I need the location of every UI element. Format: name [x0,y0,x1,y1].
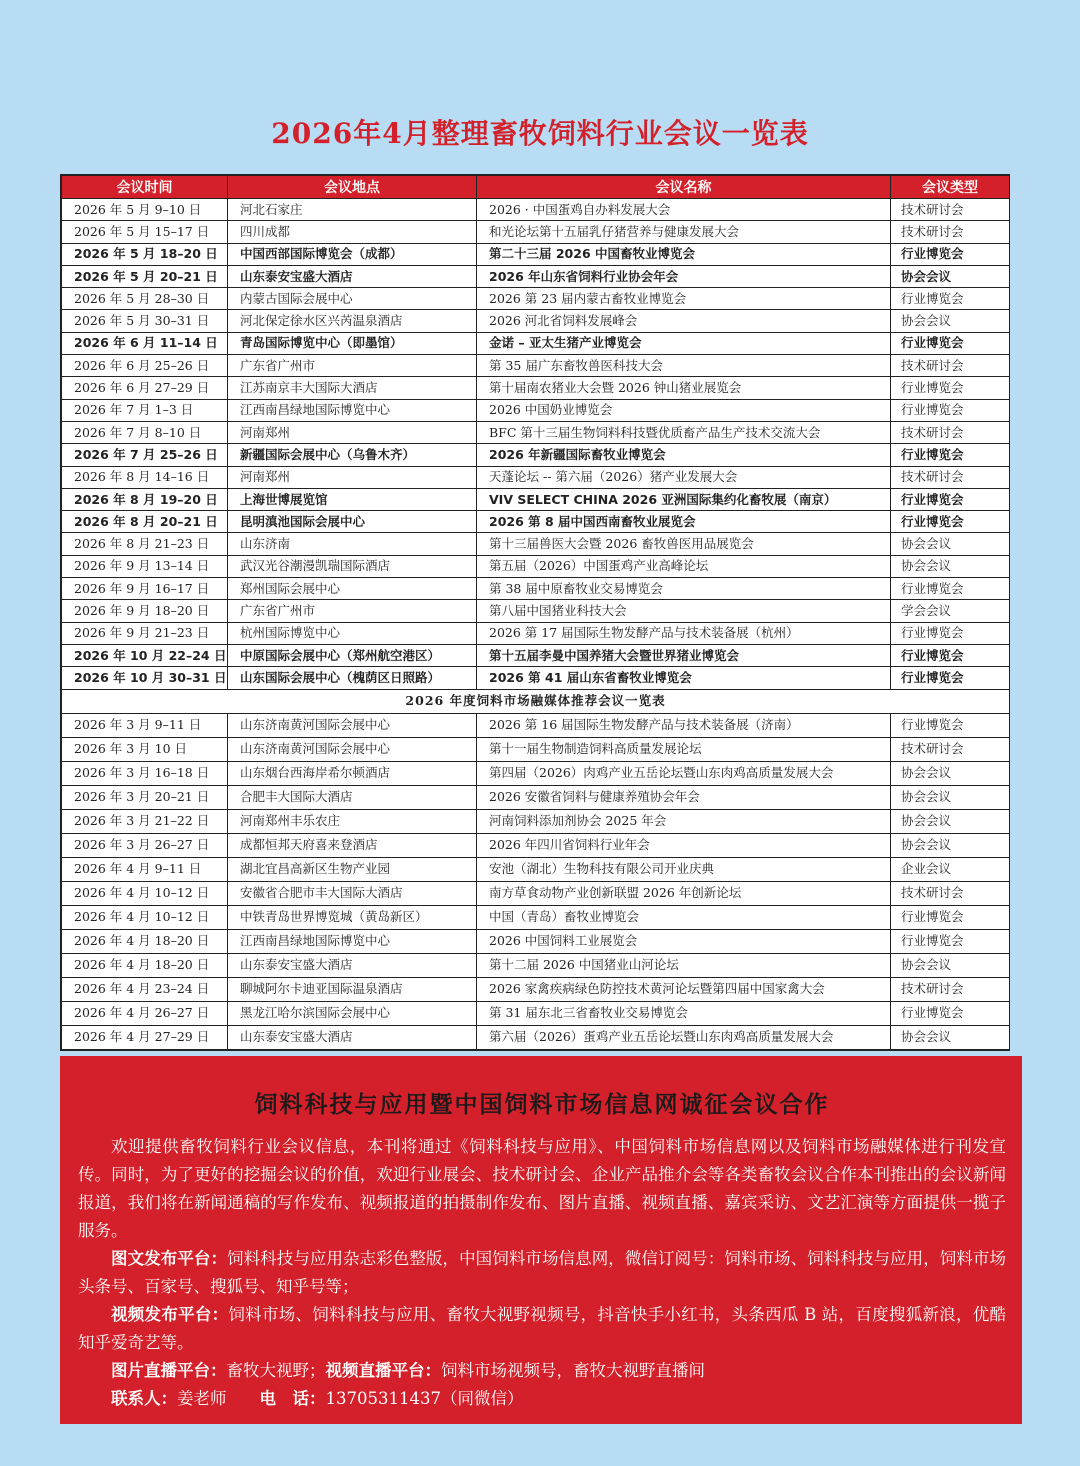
cell-time: 2026 年 10 月 22–24 日 [62,644,228,666]
cell-name: 第六届（2026）蛋鸡产业五岳论坛暨山东肉鸡高质量发展大会 [477,1025,891,1049]
cell-type: 技术研讨会 [891,977,1010,1001]
cell-type: 行业博览会 [891,905,1010,929]
cell-name: 2026 第 23 届内蒙古畜牧业博览会 [477,288,891,310]
cell-time: 2026 年 4 月 10–12 日 [62,905,228,929]
cell-name: 第十一届生物制造饲料高质量发展论坛 [477,737,891,761]
table-row [62,929,1010,953]
cell-type: 协会会议 [891,533,1010,555]
cell-type: 行业博览会 [891,377,1010,399]
cell-type: 行业博览会 [891,578,1010,600]
cooperation-intro: 欢迎提供畜牧饲料行业会议信息，本刊将通过《饲料科技与应用》、中国饲料市场信息网以及饲料市场融媒体进行刊发宣传。同时，为了更好的挖掘会议的价值，欢迎行业展会、技术研讨会、企业产品推介会等各类畜牧会议合作本刊推出的会议新闻报道，我们将在新闻通稿的写作发布、视频报道的拍摄制作发布、图片直播、视频直播、嘉宾采访、文艺汇演等方面提供一揽子服务。 [78,1137,1006,1240]
cell-type: 行业博览会 [891,511,1010,533]
phone-label: 电 话： [259,1389,326,1408]
table-header-row [62,176,1010,199]
graphic-platform-text: 饲料科技与应用杂志彩色整版，中国饲料市场信息网，微信订阅号：饲料市场、饲料科技与应用，饲料市场头条号、百家号、搜狐号、知乎号等； [78,1249,1007,1296]
cooperation-panel [60,1056,1022,1424]
cell-place: 江苏南京丰大国际大酒店 [228,377,477,399]
cell-type: 行业博览会 [891,644,1010,666]
cell-time: 2026 年 8 月 21–23 日 [62,533,228,555]
cell-name: 第 31 届东北三省畜牧业交易博览会 [477,1001,891,1025]
cell-name: 第八届中国猪业科技大会 [477,600,891,622]
cell-type: 技术研讨会 [891,881,1010,905]
cell-type: 行业博览会 [891,929,1010,953]
table-row [62,444,1010,466]
cell-place: 山东烟台西海岸希尔顿酒店 [228,761,477,785]
cell-place: 山东济南 [228,533,477,555]
table-row [62,555,1010,577]
table-row [62,421,1010,443]
table-row [62,288,1010,310]
table-row [62,377,1010,399]
cell-time: 2026 年 5 月 28–30 日 [62,288,228,310]
cell-place: 昆明滇池国际会展中心 [228,511,477,533]
table-row [62,737,1010,761]
table-row [62,622,1010,644]
cell-place: 合肥丰大国际大酒店 [228,785,477,809]
cell-place: 武汉光谷潮漫凯瑞国际酒店 [228,555,477,577]
table-body-recommended [62,689,1010,1049]
cell-name: 第 35 届广东畜牧兽医科技大会 [477,355,891,377]
cell-type: 协会会议 [891,310,1010,332]
cell-time: 2026 年 6 月 25–26 日 [62,355,228,377]
table-row [62,809,1010,833]
cell-time: 2026 年 3 月 9–11 日 [62,713,228,737]
video-live-text: 饲料市场视频号，畜牧大视野直播间 [441,1361,705,1380]
table-row [62,488,1010,510]
table-row [62,533,1010,555]
header-name: 会议名称 [477,176,891,199]
cell-type: 行业博览会 [891,713,1010,737]
graphic-platform-label: 图文发布平台： [111,1249,228,1268]
cell-type: 行业博览会 [891,622,1010,644]
cell-time: 2026 年 4 月 9–11 日 [62,857,228,881]
table-row [62,578,1010,600]
cell-type: 协会会议 [891,555,1010,577]
cell-time: 2026 年 3 月 21–22 日 [62,809,228,833]
table-row [62,761,1010,785]
cell-name: 2026 年新疆国际畜牧业博览会 [477,444,891,466]
cell-place: 中国西部国际博览会（成都） [228,243,477,265]
table-row [62,953,1010,977]
graphic-platform-line [78,1245,1006,1301]
cell-place: 青岛国际博览中心（即墨馆） [228,332,477,354]
table-row [62,977,1010,1001]
cell-type: 协会会议 [891,761,1010,785]
cooperation-title: 饲料科技与应用暨中国饲料市场信息网诚征会议合作 [254,1091,830,1118]
cell-time: 2026 年 4 月 27–29 日 [62,1025,228,1049]
meeting-table-container [60,174,1010,1051]
cell-place: 山东泰安宝盛大酒店 [228,953,477,977]
cell-type: 学会会议 [891,600,1010,622]
cell-type: 行业博览会 [891,243,1010,265]
cell-place: 河北保定徐水区兴芮温泉酒店 [228,310,477,332]
cell-type: 技术研讨会 [891,737,1010,761]
cell-time: 2026 年 9 月 21–23 日 [62,622,228,644]
cell-time: 2026 年 8 月 14–16 日 [62,466,228,488]
table-row [62,332,1010,354]
cell-time: 2026 年 7 月 8–10 日 [62,421,228,443]
cell-time: 2026 年 5 月 15–17 日 [62,221,228,243]
cell-name: 和光论坛第十五届乳仔猪营养与健康发展大会 [477,221,891,243]
photo-live-label: 图片直播平台： [111,1361,227,1380]
table-row [62,243,1010,265]
table-row [62,833,1010,857]
cell-type: 协会会议 [891,265,1010,287]
cell-time: 2026 年 3 月 20–21 日 [62,785,228,809]
recommended-subheader: 2026 年度饲料市场融媒体推荐会议一览表 [62,689,1010,713]
photo-live-text: 畜牧大视野； [226,1361,326,1380]
table-row [62,199,1010,221]
cell-time: 2026 年 9 月 13–14 日 [62,555,228,577]
cell-name: 2026 中国饲料工业展览会 [477,929,891,953]
cell-place: 黑龙江哈尔滨国际会展中心 [228,1001,477,1025]
cell-name: 2026 安徽省饲料与健康养殖协会年会 [477,785,891,809]
cell-time: 2026 年 4 月 26–27 日 [62,1001,228,1025]
cell-time: 2026 年 9 月 16–17 日 [62,578,228,600]
cell-place: 江西南昌绿地国际博览中心 [228,929,477,953]
cell-name: 中国（青岛）畜牧业博览会 [477,905,891,929]
cell-name: 2026 第 8 届中国西南畜牧业展览会 [477,511,891,533]
cell-time: 2026 年 8 月 20–21 日 [62,511,228,533]
cell-type: 行业博览会 [891,332,1010,354]
cell-name: 河南饲料添加剂协会 2025 年会 [477,809,891,833]
table-body-main [62,199,1010,690]
cell-type: 技术研讨会 [891,221,1010,243]
cell-type: 协会会议 [891,953,1010,977]
cell-place: 新疆国际会展中心（乌鲁木齐） [228,444,477,466]
cell-time: 2026 年 4 月 18–20 日 [62,953,228,977]
subheader-row [62,689,1010,713]
cell-name: 第十届南农猪业大会暨 2026 钟山猪业展览会 [477,377,891,399]
cell-place: 成都恒邦天府喜来登酒店 [228,833,477,857]
cell-name: 第四届（2026）肉鸡产业五岳论坛暨山东肉鸡高质量发展大会 [477,761,891,785]
cell-type: 协会会议 [891,1025,1010,1049]
cell-place: 湖北宜昌高新区生物产业园 [228,857,477,881]
cell-place: 上海世博展览馆 [228,488,477,510]
cell-type: 协会会议 [891,785,1010,809]
cell-place: 山东泰安宝盛大酒店 [228,1025,477,1049]
cell-name: 2026 第 17 届国际生物发酵产品与技术装备展（杭州） [477,622,891,644]
cell-name: 2026 · 中国蛋鸡自办料发展大会 [477,199,891,221]
phone-number: 13705311437（同微信） [325,1389,524,1408]
cell-name: 2026 年山东省饲料行业协会年会 [477,265,891,287]
table-row [62,399,1010,421]
cell-time: 2026 年 4 月 18–20 日 [62,929,228,953]
cell-name: 天蓬论坛 -- 第六届（2026）猪产业发展大会 [477,466,891,488]
cell-time: 2026 年 5 月 30–31 日 [62,310,228,332]
cell-name: 安池（湖北）生物科技有限公司开业庆典 [477,857,891,881]
cell-place: 安徽省合肥市丰大国际大酒店 [228,881,477,905]
table-row [62,265,1010,287]
table-row [62,667,1010,689]
cell-place: 山东泰安宝盛大酒店 [228,265,477,287]
cell-time: 2026 年 5 月 9–10 日 [62,199,228,221]
video-live-label: 视频直播平台： [325,1361,441,1380]
cell-place: 山东济南黄河国际会展中心 [228,737,477,761]
cell-type: 行业博览会 [891,667,1010,689]
cell-name: VIV SELECT CHINA 2026 亚洲国际集约化畜牧展（南京） [477,488,891,510]
table-row [62,221,1010,243]
cell-place: 广东省广州市 [228,355,477,377]
cell-name: 第二十三届 2026 中国畜牧业博览会 [477,243,891,265]
header-time: 会议时间 [62,176,228,199]
cell-type: 技术研讨会 [891,355,1010,377]
cell-time: 2026 年 4 月 10–12 日 [62,881,228,905]
cell-place: 中原国际会展中心（郑州航空港区） [228,644,477,666]
cell-place: 河北石家庄 [228,199,477,221]
cell-time: 2026 年 3 月 26–27 日 [62,833,228,857]
cell-place: 内蒙古国际会展中心 [228,288,477,310]
cell-place: 山东济南黄河国际会展中心 [228,713,477,737]
video-platform-text: 饲料市场、饲料科技与应用、畜牧大视野视频号，抖音快手小红书，头条西瓜 B 站，百度搜狐新浪，优酷知乎爱奇艺等。 [78,1305,1006,1352]
live-platform-line [78,1357,1006,1385]
cell-type: 企业会议 [891,857,1010,881]
cell-place: 郑州国际会展中心 [228,578,477,600]
cell-time: 2026 年 7 月 1–3 日 [62,399,228,421]
cell-name: 2026 年四川省饲料行业年会 [477,833,891,857]
cell-time: 2026 年 6 月 11–14 日 [62,332,228,354]
cell-time: 2026 年 5 月 18–20 日 [62,243,228,265]
cell-place: 聊城阿尔卡迪亚国际温泉酒店 [228,977,477,1001]
cell-name: 第十二届 2026 中国猪业山河论坛 [477,953,891,977]
cell-time: 2026 年 9 月 18–20 日 [62,600,228,622]
cell-place: 山东国际会展中心（槐荫区日照路） [228,667,477,689]
table-row [62,644,1010,666]
cell-type: 技术研讨会 [891,421,1010,443]
table-row [62,857,1010,881]
cell-name: 2026 家禽疾病绿色防控技术黄河论坛暨第四届中国家禽大会 [477,977,891,1001]
cell-type: 协会会议 [891,833,1010,857]
page-title: 2026年4月整理畜牧饲料行业会议一览表 [271,117,809,150]
cell-name: BFC 第十三届生物饲料科技暨优质畜产品生产技术交流大会 [477,421,891,443]
cell-time: 2026 年 10 月 30–31 日 [62,667,228,689]
cell-type: 行业博览会 [891,288,1010,310]
cell-type: 技术研讨会 [891,466,1010,488]
table-row [62,466,1010,488]
cell-name: 2026 中国奶业博览会 [477,399,891,421]
cell-type: 行业博览会 [891,444,1010,466]
cell-time: 2026 年 4 月 23–24 日 [62,977,228,1001]
header-place: 会议地点 [228,176,477,199]
cell-name: 2026 河北省饲料发展峰会 [477,310,891,332]
video-platform-label: 视频发布平台： [111,1305,229,1324]
cell-name: 南方草食动物产业创新联盟 2026 年创新论坛 [477,881,891,905]
cell-type: 行业博览会 [891,1001,1010,1025]
cell-place: 广东省广州市 [228,600,477,622]
cell-place: 河南郑州丰乐农庄 [228,809,477,833]
contact-name: 姜老师 [177,1389,227,1408]
cell-place: 河南郑州 [228,421,477,443]
cell-time: 2026 年 3 月 16–18 日 [62,761,228,785]
header-type: 会议类型 [891,176,1010,199]
contact-line [78,1385,1006,1413]
table-row [62,785,1010,809]
cell-name: 金诺 – 亚太生猪产业博览会 [477,332,891,354]
cell-name: 第五届（2026）中国蛋鸡产业高峰论坛 [477,555,891,577]
cell-place: 河南郑州 [228,466,477,488]
table-row [62,905,1010,929]
cell-name: 第十三届兽医大会暨 2026 畜牧兽医用品展览会 [477,533,891,555]
cell-place: 江西南昌绿地国际博览中心 [228,399,477,421]
cell-time: 2026 年 3 月 10 日 [62,737,228,761]
cell-type: 技术研讨会 [891,199,1010,221]
cell-place: 中铁青岛世界博览城（黄岛新区） [228,905,477,929]
cell-place: 杭州国际博览中心 [228,622,477,644]
cell-time: 2026 年 5 月 20–21 日 [62,265,228,287]
cell-place: 四川成都 [228,221,477,243]
table-row [62,355,1010,377]
table-row [62,1025,1010,1049]
table-row [62,600,1010,622]
table-row [62,310,1010,332]
meeting-table [61,175,1010,1050]
video-platform-line [78,1301,1006,1357]
cell-name: 第 38 届中原畜牧业交易博览会 [477,578,891,600]
cell-time: 2026 年 6 月 27–29 日 [62,377,228,399]
table-row [62,713,1010,737]
table-row [62,881,1010,905]
cell-name: 第十五届李曼中国养猪大会暨世界猪业博览会 [477,644,891,666]
cell-time: 2026 年 8 月 19–20 日 [62,488,228,510]
cell-type: 行业博览会 [891,399,1010,421]
cell-type: 行业博览会 [891,488,1010,510]
table-row [62,511,1010,533]
cell-name: 2026 第 16 届国际生物发酵产品与技术装备展（济南） [477,713,891,737]
contact-label: 联系人： [111,1389,177,1408]
cell-time: 2026 年 7 月 25–26 日 [62,444,228,466]
cell-type: 协会会议 [891,809,1010,833]
table-row [62,1001,1010,1025]
cell-name: 2026 第 41 届山东省畜牧业博览会 [477,667,891,689]
